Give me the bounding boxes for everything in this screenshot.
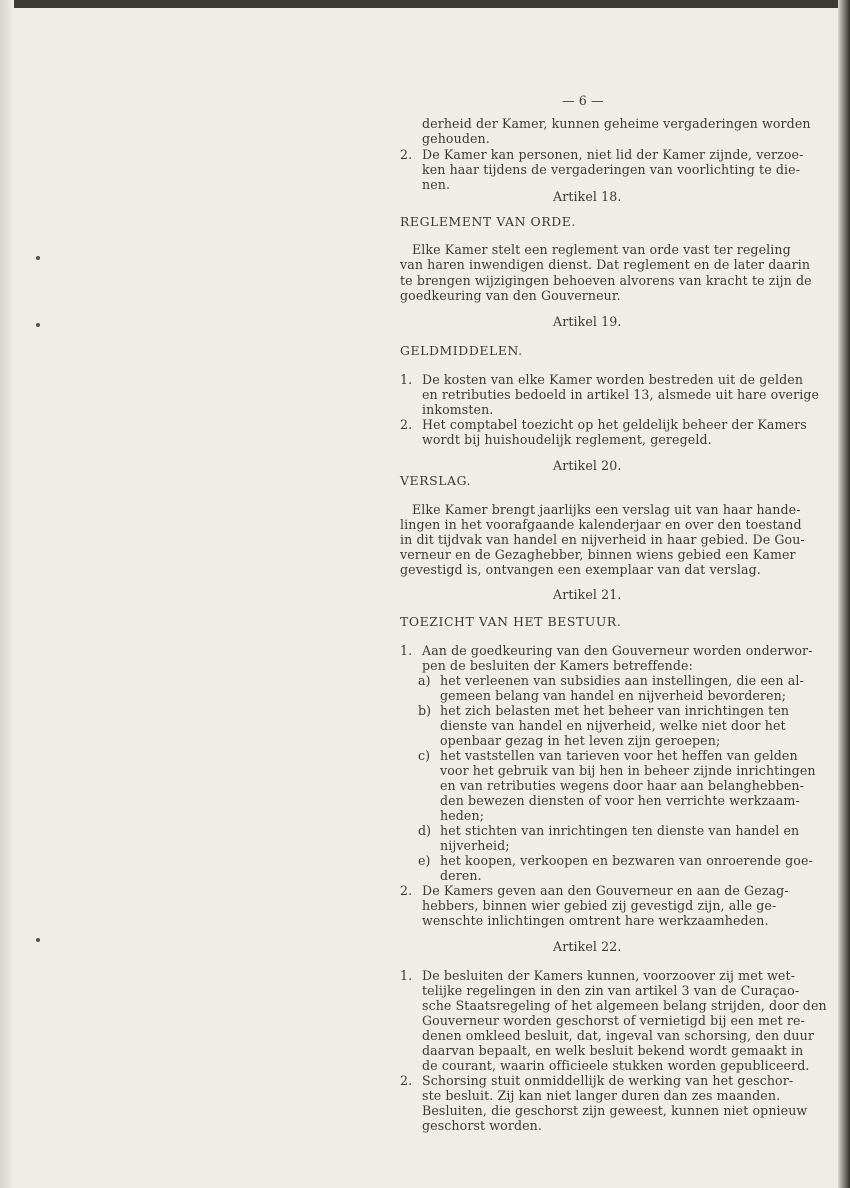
subitem-line: het stichten van inrichtingen ten dienste van handel en: [440, 823, 800, 838]
item-line: sche Staatsregeling of het algemeen belang strijden, door den: [422, 998, 827, 1013]
subitem-line: het vaststellen van tarieven voor het heffen van gelden: [440, 748, 798, 763]
page-number: — 6 —: [562, 93, 604, 108]
paragraph-line: gevestigd is, ontvangen een exemplaar van dat verslag.: [400, 562, 761, 577]
subitem-line: en van retributies wegens door haar aan belanghebben-: [440, 778, 804, 793]
paragraph-line: lingen in het voorafgaande kalenderjaar en over den toestand: [400, 517, 802, 532]
item-line: Besluiten, die geschorst zijn geweest, kunnen niet opnieuw: [422, 1103, 808, 1118]
subitem-line: het zich belasten met het beheer van inrichtingen ten: [440, 703, 790, 718]
item-line: ste besluit. Zij kan niet langer duren dan zes maanden.: [422, 1088, 781, 1103]
subitem-line: het verleenen van subsidies aan instellingen, die een al-: [440, 673, 804, 688]
item-number: 2.: [400, 1073, 413, 1088]
scan-edge-left: [0, 0, 14, 1188]
item-line: Aan de goedkeuring van den Gouverneur worden onderwor-: [422, 643, 813, 658]
item-line: nen.: [422, 177, 451, 192]
punch-hole: [36, 323, 40, 327]
subitem-line: openbaar gezag in het leven zijn geroepen;: [440, 733, 721, 748]
continuation-line: derheid der Kamer, kunnen geheime vergaderingen worden: [422, 116, 811, 131]
item-line: ken haar tijdens de vergaderingen van voorlichting te die-: [422, 162, 801, 177]
subitem-line: den bewezen diensten of voor hen verrichte werkzaam-: [440, 793, 800, 808]
article-title: Artikel 20.: [553, 458, 622, 473]
subitem-line: heden;: [440, 808, 485, 823]
continuation-line: gehouden.: [422, 131, 490, 146]
paragraph-line: Elke Kamer stelt een reglement van orde vast ter regeling: [412, 242, 791, 257]
subitem-line: gemeen belang van handel en nijverheid bevorderen;: [440, 688, 787, 703]
item-line: hebbers, binnen wier gebied zij gevestigd zijn, alle ge-: [422, 898, 777, 913]
item-line: Schorsing stuit onmiddellijk de werking van het geschor-: [422, 1073, 794, 1088]
subitem-letter: c): [418, 748, 431, 763]
item-line: De kosten van elke Kamer worden bestreden uit de gelden: [422, 372, 804, 387]
paragraph-line: Elke Kamer brengt jaarlijks een verslag uit van haar hande-: [412, 502, 801, 517]
item-line: telijke regelingen in den zin van artikel 3 van de Curaçao-: [422, 983, 800, 998]
paragraph-line: in dit tijdvak van handel en nijverheid in haar gebied. De Gou-: [400, 532, 805, 547]
item-line: de courant, waarin officieele stukken worden gepubliceerd.: [422, 1058, 810, 1073]
subitem-letter: e): [418, 853, 431, 868]
section-heading: TOEZICHT VAN HET BESTUUR.: [400, 614, 622, 629]
paragraph-line: van haren inwendigen dienst. Dat reglement en de later daarin: [400, 257, 811, 272]
item-line: De besluiten der Kamers kunnen, voorzoover zij met wet-: [422, 968, 795, 983]
section-heading: VERSLAG.: [400, 473, 472, 488]
item-line: De Kamer kan personen, niet lid der Kamer zijnde, verzoe-: [422, 147, 804, 162]
item-number: 2.: [400, 417, 413, 432]
subitem-letter: d): [418, 823, 432, 838]
item-line: en retributies bedoeld in artikel 13, alsmede uit hare overige: [422, 387, 820, 402]
section-heading: GELDMIDDELEN.: [400, 343, 523, 358]
subitem-letter: b): [418, 703, 432, 718]
article-title: Artikel 19.: [553, 314, 622, 329]
item-number: 2.: [400, 147, 413, 162]
item-line: denen omkleed besluit, dat, ingeval van schorsing, den duur: [422, 1028, 814, 1043]
item-line: geschorst worden.: [422, 1118, 542, 1133]
paragraph-line: verneur en de Gezaghebber, binnen wiens gebied een Kamer: [400, 547, 796, 562]
item-line: wordt bij huishoudelijk reglement, geregeld.: [422, 432, 712, 447]
article-title: Artikel 22.: [553, 939, 622, 954]
item-line: Het comptabel toezicht op het geldelijk beheer der Kamers: [422, 417, 807, 432]
paragraph-line: te brengen wijzigingen behoeven alvorens van kracht te zijn de: [400, 273, 812, 288]
punch-hole: [36, 256, 40, 260]
subitem-letter: a): [418, 673, 431, 688]
item-number: 1.: [400, 372, 413, 387]
subitem-line: deren.: [440, 868, 482, 883]
scan-edge-top: [0, 0, 850, 8]
item-line: wenschte inlichtingen omtrent hare werkzaamheden.: [422, 913, 769, 928]
paragraph-line: goedkeuring van den Gouverneur.: [400, 288, 621, 303]
article-title: Artikel 18.: [553, 189, 622, 204]
item-number: 1.: [400, 968, 413, 983]
subitem-line: voor het gebruik van bij hen in beheer zijnde inrichtingen: [440, 763, 816, 778]
subitem-line: nijverheid;: [440, 838, 510, 853]
scan-edge-right: [838, 0, 850, 1188]
item-number: 2.: [400, 883, 413, 898]
article-title: Artikel 21.: [553, 587, 622, 602]
item-line: Gouverneur worden geschorst of vernietigd bij een met re-: [422, 1013, 805, 1028]
item-line: inkomsten.: [422, 402, 494, 417]
item-line: De Kamers geven aan den Gouverneur en aan de Gezag-: [422, 883, 789, 898]
punch-hole: [36, 938, 40, 942]
subitem-line: dienste van handel en nijverheid, welke niet door het: [440, 718, 786, 733]
subitem-line: het koopen, verkoopen en bezwaren van onroerende goe-: [440, 853, 813, 868]
item-number: 1.: [400, 643, 413, 658]
item-line: daarvan bepaalt, en welk besluit bekend wordt gemaakt in: [422, 1043, 804, 1058]
item-line: pen de besluiten der Kamers betreffende:: [422, 658, 693, 673]
section-heading: REGLEMENT VAN ORDE.: [400, 214, 576, 229]
